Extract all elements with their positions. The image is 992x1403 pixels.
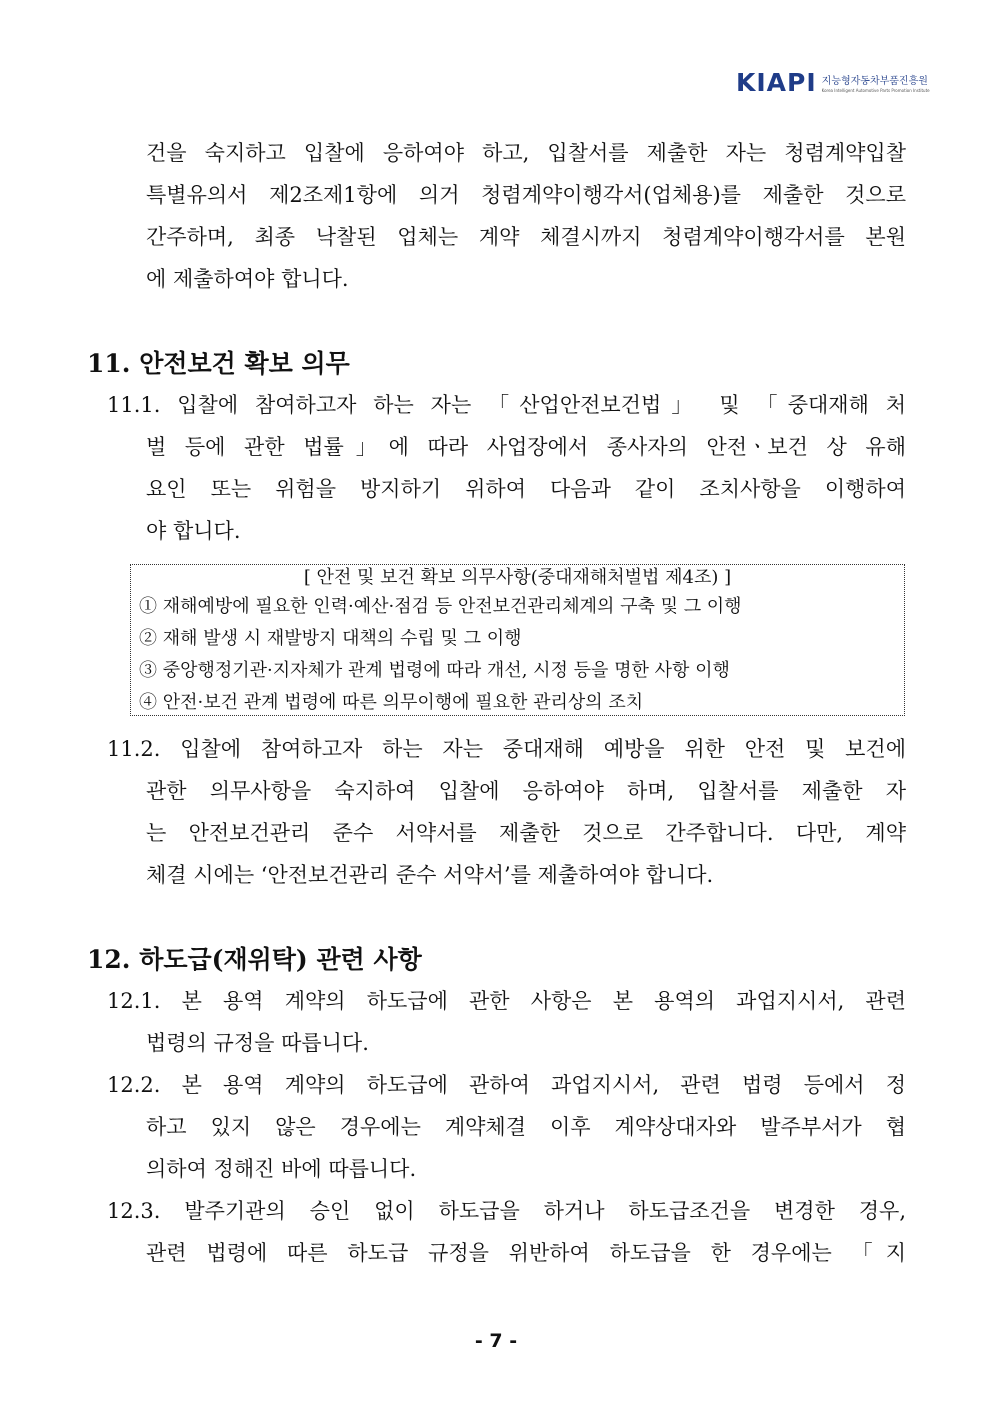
section-12-1-line: 법령의 규정을 따릅니다. <box>146 1031 369 1055</box>
box-item: ① 재해예방에 필요한 인력·예산·점검 등 안전보건관리체계의 구축 및 그 이행 <box>139 596 742 617</box>
page-number: - 7 - <box>474 1330 518 1352</box>
section-12-title: 12. 하도급(재위탁) 관련 사항 <box>87 945 422 974</box>
logo-korean-name: 지능형자동차부품진흥원 <box>821 76 928 87</box>
section-12-1-line: 12.1. 본 용역 계약의 하도급에 관한 사항은 본 용역의 과업지시서, 관련 <box>107 989 906 1013</box>
section-11-1-line: 요인 또는 위험을 방지하기 위하여 다음과 같이 조치사항을 이행하여 <box>146 477 906 501</box>
intro-line: 에 제출하여야 합니다. <box>146 267 349 291</box>
section-12-2-line: 12.2. 본 용역 계약의 하도급에 관하여 과업지시서, 관련 법령 등에서 정 <box>107 1073 906 1097</box>
logo-text <box>822 72 930 93</box>
box-item: ② 재해 발생 시 재발방지 대책의 수립 및 그 이행 <box>139 628 522 649</box>
intro-line: 건을 숙지하고 입찰에 응하여야 하고, 입찰서를 제출한 자는 청렴계약입찰 <box>146 141 906 165</box>
kiapi-logo <box>736 68 930 97</box>
box-title: [ 안전 및 보건 확보 의무사항(중대재해처벌법 제4조) ] <box>303 567 732 588</box>
logo-english-name: Korea Intelligent Automotive Parts Promotion Institute <box>821 88 930 93</box>
section-11-2-line: 는 안전보건관리 준수 서약서를 제출한 것으로 간주합니다. 다만, 계약 <box>146 821 906 845</box>
safety-obligations-box <box>130 564 905 716</box>
section-11-title: 11. 안전보건 확보 의무 <box>87 349 350 378</box>
section-12-2-line: 하고 있지 않은 경우에는 계약체결 이후 계약상대자와 발주부서가 협 <box>146 1115 906 1139</box>
section-11-1-line: 야 합니다. <box>146 519 241 543</box>
section-12-3-line: 관련 법령에 따른 하도급 규정을 위반하여 하도급을 한 경우에는 「지 <box>146 1241 906 1265</box>
section-11-1-line: 벌 등에 관한 법률」에 따라 사업장에서 종사자의 안전ㆍ보건 상 유해 <box>146 435 906 459</box>
section-12-2-line: 의하여 정해진 바에 따릅니다. <box>146 1157 417 1181</box>
section-11-2-line: 체결 시에는 ‘안전보건관리 준수 서약서’를 제출하여야 합니다. <box>146 863 714 887</box>
intro-line: 특별유의서 제2조제1항에 의거 청렴계약이행각서(업체용)를 제출한 것으로 <box>146 183 906 207</box>
section-11-1-line: 11.1. 입찰에 참여하고자 하는 자는 「산업안전보건법」 및 「중대재해 처 <box>107 393 906 417</box>
logo-mark: KIAPI <box>736 68 817 97</box>
section-11-2-line: 11.2. 입찰에 참여하고자 하는 자는 중대재해 예방을 위한 안전 및 보건에 <box>107 737 906 761</box>
intro-line: 간주하며, 최종 낙찰된 업체는 계약 체결시까지 청렴계약이행각서를 본원 <box>146 225 906 249</box>
box-item: ④ 안전·보건 관계 법령에 따른 의무이행에 필요한 관리상의 조치 <box>139 692 644 713</box>
section-11-2-line: 관한 의무사항을 숙지하여 입찰에 응하여야 하며, 입찰서를 제출한 자 <box>146 779 906 803</box>
section-12-3-line: 12.3. 발주기관의 승인 없이 하도급을 하거나 하도급조건을 변경한 경우, <box>107 1199 906 1223</box>
box-item: ③ 중앙행정기관·지자체가 관계 법령에 따라 개선, 시정 등을 명한 사항 이행 <box>139 660 730 681</box>
